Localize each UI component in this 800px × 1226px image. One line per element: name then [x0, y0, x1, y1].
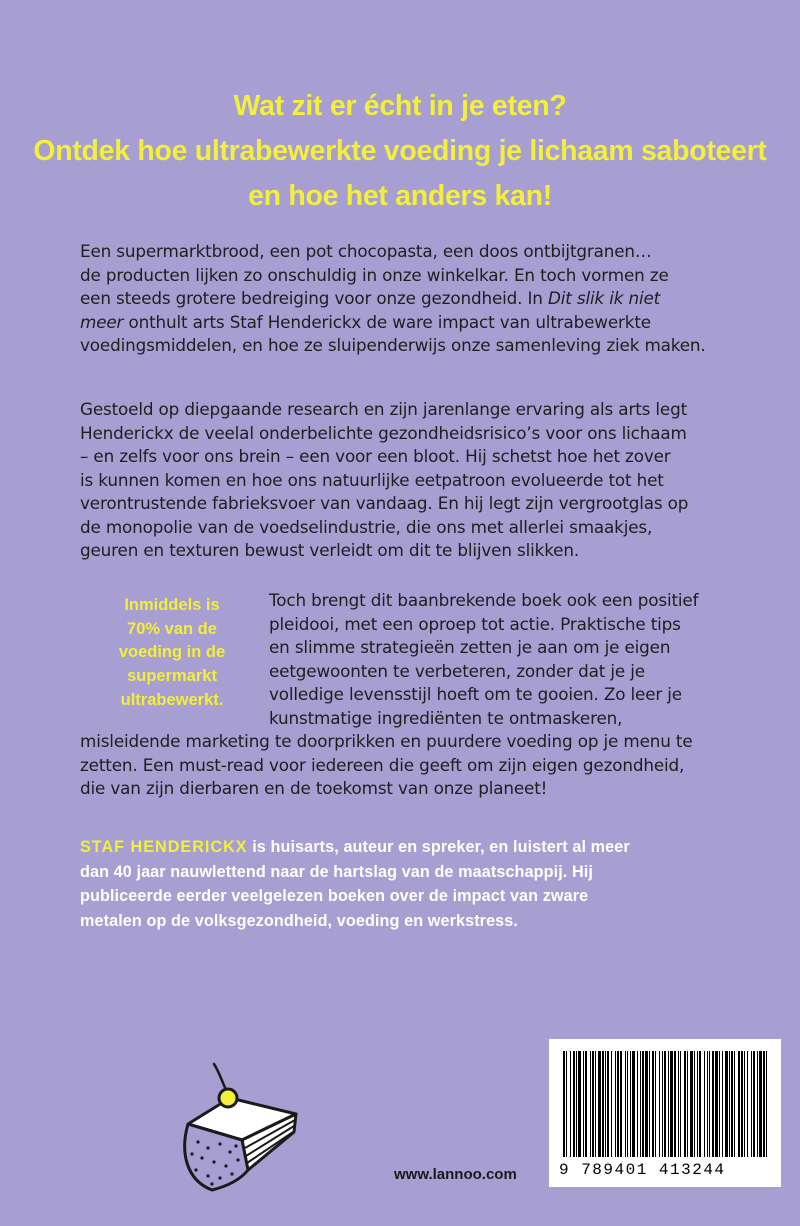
- text-line: die van zijn dierbaren en de toekomst van onze planeet!: [80, 778, 548, 798]
- barcode-bar: [625, 1051, 626, 1157]
- text-line: publiceerde eerder veelgelezen boeken over de impact van zware: [80, 887, 589, 905]
- barcode-bar: [747, 1051, 748, 1157]
- barcode-bar: [731, 1051, 733, 1157]
- book-title: Dit slik ik niet: [547, 288, 661, 308]
- barcode-bar: [642, 1051, 644, 1157]
- barcode-bar: [595, 1051, 596, 1157]
- barcode-bar: [649, 1051, 650, 1157]
- pull-quote-line: 70% van de: [127, 619, 217, 638]
- text-segment: een steeds grotere bedreiging voor onze gezondheid. In: [80, 288, 548, 308]
- barcode-bar: [668, 1051, 669, 1157]
- barcode-bar: [655, 1051, 656, 1157]
- barcode-bar: [674, 1051, 676, 1157]
- barcode-bar: [576, 1051, 577, 1157]
- barcode-bar: [744, 1051, 745, 1157]
- barcode-bar: [725, 1051, 728, 1157]
- text-line: kunstmatige ingrediënten te ontmaskeren,: [269, 707, 623, 728]
- text-line: misleidende marketing te doorprikken en puurdere voeding op je menu te: [80, 731, 693, 751]
- barcode-bar: [694, 1051, 695, 1157]
- barcode-bar: [630, 1051, 631, 1157]
- text-line: metalen op de volksgezondheid, voeding en werkstress.: [80, 911, 518, 930]
- positive-paragraph: [80, 589, 698, 801]
- text-segment: onthult arts Staf Henderickx de ware impact van ultrabewerkte: [123, 311, 651, 332]
- isbn-number: 9 789401 413244: [559, 1161, 726, 1179]
- barcode-bar: [590, 1051, 591, 1157]
- text-line: – en zelfs voor ons brein – een voor een bloot. Hij schetst hoe het zover: [80, 446, 671, 466]
- barcode-bar: [617, 1051, 619, 1157]
- barcode-bar: [709, 1051, 710, 1157]
- research-paragraph: [80, 398, 688, 563]
- text-line: [80, 287, 706, 311]
- headline-line-1: Wat zit er écht in je eten?: [233, 90, 567, 122]
- barcode-bar: [637, 1051, 638, 1157]
- barcode-bar: [699, 1051, 701, 1157]
- barcode-bar: [632, 1051, 635, 1157]
- publisher-website[interactable]: www.lannoo.com: [394, 1166, 517, 1183]
- barcode-bar: [570, 1051, 571, 1157]
- barcode-bar: [741, 1051, 743, 1157]
- barcode-bar: [729, 1051, 730, 1157]
- barcode-bar: [715, 1051, 718, 1157]
- barcode-bar: [578, 1051, 581, 1157]
- barcode-bar: [615, 1051, 616, 1157]
- barcode-bar: [611, 1051, 612, 1157]
- barcode-bar: [659, 1051, 660, 1157]
- barcode-bar: [763, 1051, 765, 1157]
- barcode-bar: [678, 1051, 679, 1157]
- text-line: volledige levensstijl hoeft om te gooien. Zo leer je: [269, 684, 682, 704]
- text-line: de producten lijken zo onschuldig in onze winkelkar. En toch vormen ze: [80, 264, 669, 285]
- text-line: [80, 311, 706, 335]
- text-line: verontrustende fabrieksvoer van vandaag. En hij legt zijn vergrootglas op: [80, 493, 689, 513]
- barcode-bar: [605, 1051, 606, 1157]
- pull-quote-line: Inmiddels is: [124, 596, 220, 614]
- barcode-icon: [559, 1051, 771, 1159]
- barcode-bar: [585, 1051, 587, 1157]
- text-line: [80, 835, 630, 860]
- text-line: zetten. Een must-read voor iedereen die geeft om zijn eigen gezondheid,: [80, 754, 685, 775]
- barcode: [549, 1039, 781, 1187]
- barcode-bar: [697, 1051, 698, 1157]
- headline-line-3: en hoe het anders kan!: [248, 180, 552, 212]
- barcode-bar: [563, 1051, 565, 1157]
- barcode-bar: [719, 1051, 720, 1157]
- pull-quote-line: supermarkt: [127, 667, 217, 686]
- text-line: Een supermarktbrood, een pot chocopasta, een doos ontbijtgranen…: [80, 241, 652, 261]
- text-line: voedingsmiddelen, en hoe ze sluipenderwijs onze samenleving ziek maken.: [80, 335, 706, 355]
- barcode-bar: [592, 1051, 594, 1157]
- barcode-bar: [684, 1051, 686, 1157]
- pull-quote-line: voeding in de: [118, 643, 226, 662]
- barcode-bar: [751, 1051, 752, 1157]
- barcode-bar: [670, 1051, 673, 1157]
- barcode-bar: [680, 1051, 681, 1157]
- barcode-bar: [662, 1051, 663, 1157]
- text-line: pleidooi, met een oproep tot actie. Praktische tips: [269, 613, 681, 634]
- intro-paragraph: [80, 240, 706, 358]
- barcode-bar: [640, 1051, 641, 1157]
- barcode-bar: [602, 1051, 604, 1157]
- barcode-bar: [738, 1051, 740, 1157]
- barcode-bar: [598, 1051, 601, 1157]
- barcode-bar: [627, 1051, 628, 1157]
- barcode-bar: [645, 1051, 648, 1157]
- barcode-bar: [707, 1051, 708, 1157]
- barcode-bar: [757, 1051, 758, 1157]
- barcode-bar: [704, 1051, 705, 1157]
- barcode-bar: [583, 1051, 584, 1157]
- barcode-bar: [690, 1051, 693, 1157]
- barcode-bar: [573, 1051, 575, 1157]
- text-line: Henderickx de veelal onderbelichte gezondheidsrisico’s voor ons lichaam: [80, 422, 687, 443]
- text-line: dan 40 jaar nauwlettend naar de hartslag van de maatschappij. Hij: [80, 862, 593, 881]
- barcode-bar: [753, 1051, 755, 1157]
- pull-quote-line: ultrabewerkt.: [120, 690, 224, 709]
- barcode-bar: [652, 1051, 654, 1157]
- author-bio: [80, 835, 630, 933]
- barcode-bar: [687, 1051, 688, 1157]
- barcode-bar: [759, 1051, 762, 1157]
- barcode-bar: [566, 1051, 567, 1157]
- barcode-bar: [766, 1051, 767, 1157]
- text-line: eetgewoonten te verbeteren, zonder dat je je: [269, 660, 645, 681]
- barcode-bar: [734, 1051, 735, 1157]
- barcode-bar: [712, 1051, 714, 1157]
- text-line: de monopolie van de voedselindustrie, die ons met allerlei smaakjes,: [80, 516, 653, 537]
- headline: [0, 84, 800, 219]
- barcode-bar: [664, 1051, 666, 1157]
- barcode-bar: [722, 1051, 723, 1157]
- text-line: Toch brengt dit baanbrekende boek ook een positief: [269, 590, 699, 610]
- headline-line-2: Ontdek hoe ultrabewerkte voeding je lichaam saboteert: [33, 135, 767, 167]
- text-line: is kunnen komen en hoe ons natuurlijke eetpatroon evolueerde tot het: [80, 469, 664, 490]
- barcode-bar: [607, 1051, 609, 1157]
- author-name: STAF HENDERICKX: [80, 838, 248, 856]
- text-line: en slimme strategieën zetten je aan om je eigen: [269, 637, 671, 657]
- book-title: meer: [80, 311, 124, 332]
- text-line: Gestoeld op diepgaande research en zijn jarenlange ervaring als arts legt: [80, 399, 688, 419]
- cake-slice-icon: [168, 1062, 308, 1197]
- text-line: geuren en texturen bewust verleidt om dit te blijven slikken.: [80, 540, 580, 560]
- barcode-bar: [620, 1051, 622, 1157]
- text-segment: is huisarts, auteur en spreker, en luistert al meer: [247, 838, 630, 856]
